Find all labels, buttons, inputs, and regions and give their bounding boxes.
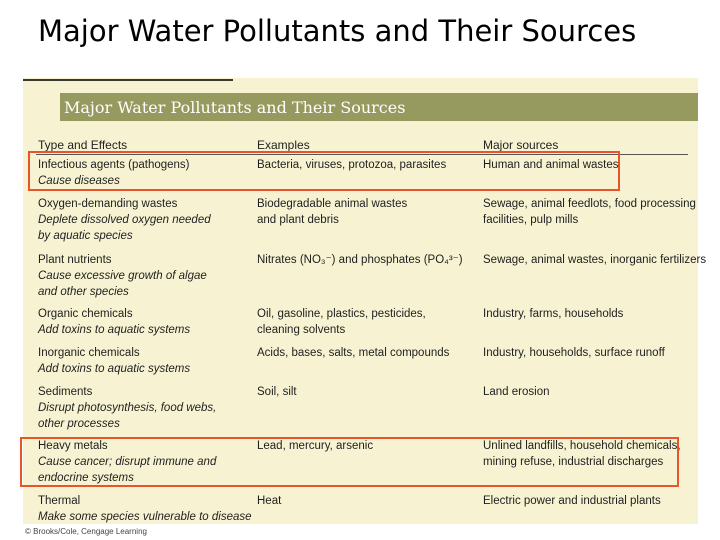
pollutant-effect: Add toxins to aquatic systems xyxy=(38,324,191,336)
cell-examples-1 xyxy=(257,196,407,228)
cell-type-2 xyxy=(38,252,207,300)
example-text: Soil, silt xyxy=(257,386,297,398)
source-text: Industry, households, surface runoff xyxy=(483,347,665,359)
pollutant-type: Plant nutrients xyxy=(38,254,112,266)
example-text: Nitrates (NO₃⁻) and phosphates (PO₄³⁻) xyxy=(257,254,463,266)
cell-type-7 xyxy=(38,493,252,525)
slide-title: Major Water Pollutants and Their Sources xyxy=(38,14,637,48)
source-text: Unlined landfills, household chemicals, xyxy=(483,440,681,452)
example-text: Biodegradable animal wastes xyxy=(257,198,408,210)
cell-examples-2 xyxy=(257,252,463,268)
source-text: Electric power and industrial plants xyxy=(483,495,661,507)
pollutant-type: Thermal xyxy=(38,495,81,507)
cell-sources-1 xyxy=(483,196,696,228)
pollutant-effect: and other species xyxy=(38,286,129,298)
pollutant-type: Inorganic chemicals xyxy=(38,347,140,359)
source-text: facilities, pulp mills xyxy=(483,214,579,226)
cell-type-3 xyxy=(38,306,190,338)
cell-sources-4 xyxy=(483,345,665,361)
cell-type-1 xyxy=(38,196,211,244)
source-text: Sewage, animal wastes, inorganic fertilizers xyxy=(483,254,707,266)
cell-sources-7 xyxy=(483,493,661,509)
example-text: Bacteria, viruses, protozoa, parasites xyxy=(257,159,447,171)
cell-sources-3 xyxy=(483,306,623,322)
pollutant-type: Sediments xyxy=(38,386,93,398)
pollutant-type: Heavy metals xyxy=(38,440,108,452)
column-header-examples: Examples xyxy=(257,138,310,152)
pollutant-effect: Cause diseases xyxy=(38,175,120,187)
highlight-box-heavy-metals xyxy=(20,437,679,487)
pollutant-effect: Make some species vulnerable to disease xyxy=(38,511,252,523)
pollutant-effect: by aquatic species xyxy=(38,230,133,242)
pollutant-effect: Cause cancer; disrupt immune and xyxy=(38,456,217,468)
source-text: Industry, farms, households xyxy=(483,308,624,320)
column-header-sources: Major sources xyxy=(483,138,559,152)
cell-sources-2 xyxy=(483,252,706,268)
pollutant-type: Infectious agents (pathogens) xyxy=(38,159,190,171)
cell-examples-4 xyxy=(257,345,449,361)
source-text: Human and animal wastes xyxy=(483,159,619,171)
cell-examples-3 xyxy=(257,306,426,338)
example-text: Lead, mercury, arsenic xyxy=(257,440,374,452)
pollutant-effect: Deplete dissolved oxygen needed xyxy=(38,214,211,226)
cell-type-5 xyxy=(38,384,216,432)
highlight-box-pathogens xyxy=(28,151,620,191)
pollutant-effect: Cause excessive growth of algae xyxy=(38,270,207,282)
pollutant-effect: endocrine systems xyxy=(38,472,134,484)
cell-examples-5 xyxy=(257,384,297,400)
pollutant-effect: Disrupt photosynthesis, food webs, xyxy=(38,402,217,414)
cell-examples-7 xyxy=(257,493,281,509)
example-text: Oil, gasoline, plastics, pesticides, xyxy=(257,308,426,320)
source-text: Land erosion xyxy=(483,386,550,398)
cell-sources-5 xyxy=(483,384,550,400)
pollutant-effect: other processes xyxy=(38,418,120,430)
top-rule xyxy=(23,79,233,81)
pollutant-effect: Add toxins to aquatic systems xyxy=(38,363,191,375)
image-credit: © Brooks/Cole, Cengage Learning xyxy=(25,527,147,536)
source-text: mining refuse, industrial discharges xyxy=(483,456,664,468)
example-text: cleaning solvents xyxy=(257,324,346,336)
pollutant-type: Oxygen-demanding wastes xyxy=(38,198,178,210)
table-title: Major Water Pollutants and Their Sources xyxy=(64,98,406,117)
example-text: and plant debris xyxy=(257,214,339,226)
source-text: Sewage, animal feedlots, food processing xyxy=(483,198,696,210)
example-text: Acids, bases, salts, metal compounds xyxy=(257,347,450,359)
column-header-type: Type and Effects xyxy=(38,138,128,152)
cell-type-4 xyxy=(38,345,190,377)
pollutant-type: Organic chemicals xyxy=(38,308,133,320)
example-text: Heat xyxy=(257,495,282,507)
